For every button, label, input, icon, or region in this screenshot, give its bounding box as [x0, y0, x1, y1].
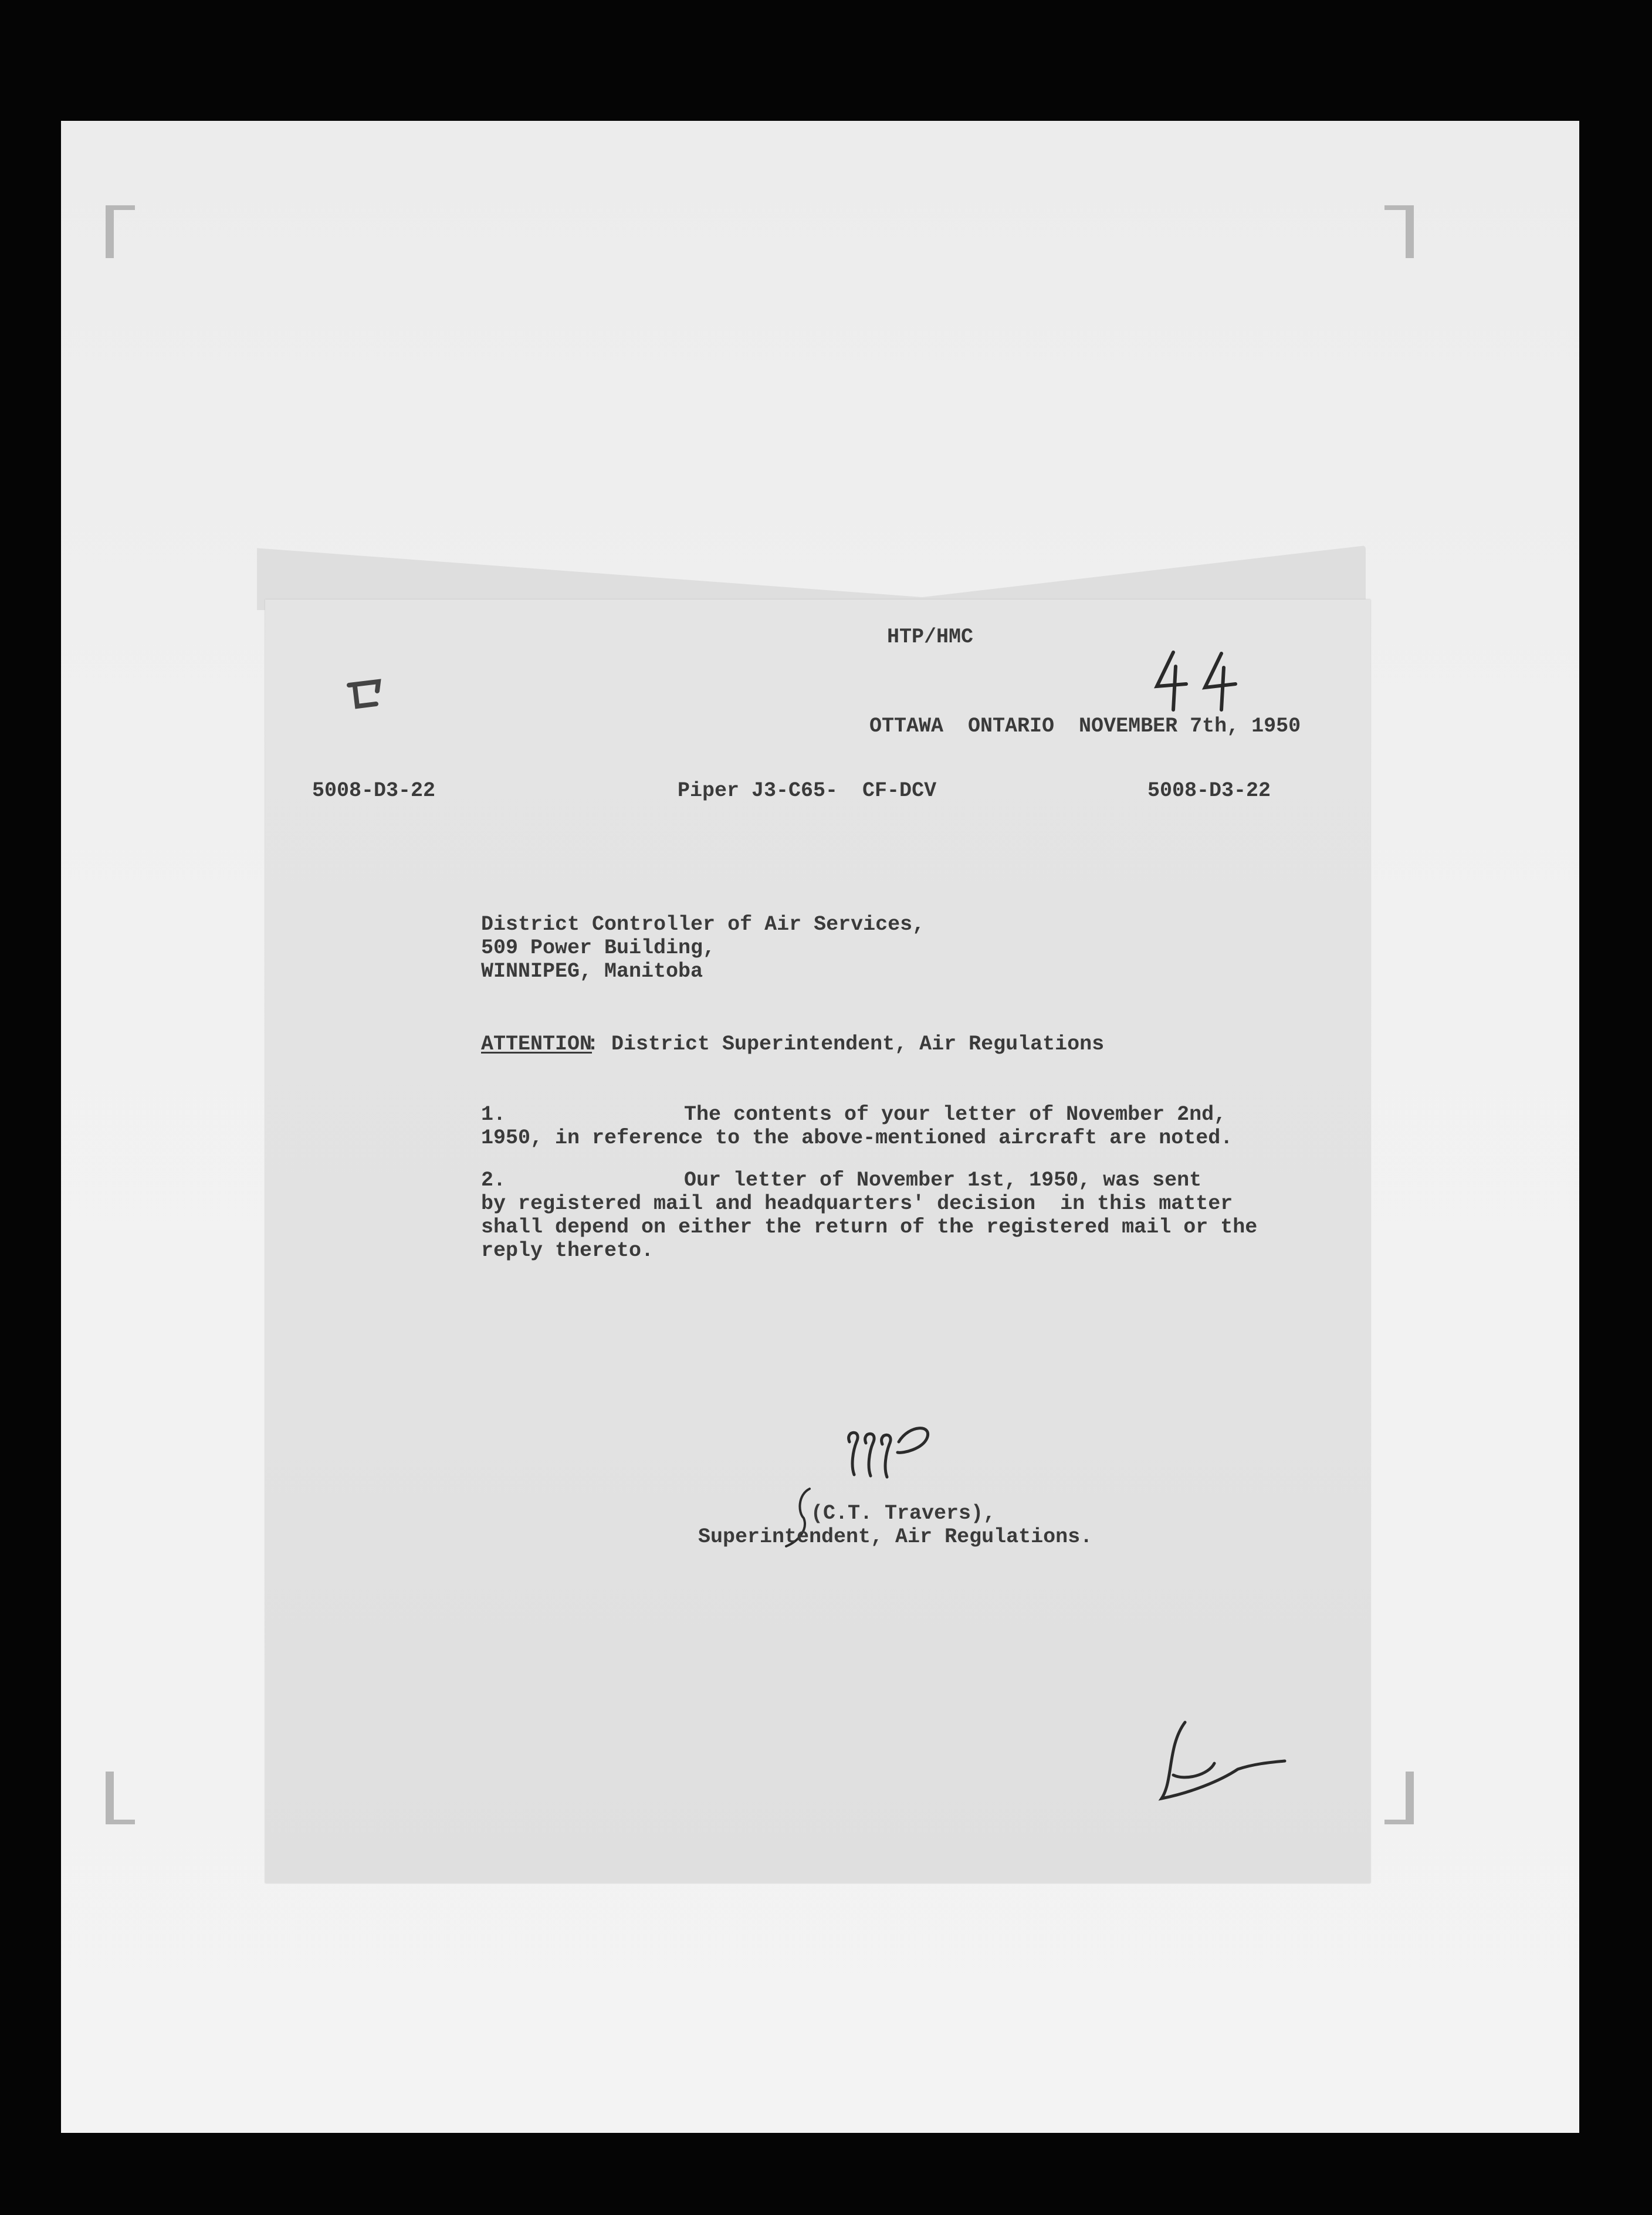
file-number-left: 5008-D3-22	[312, 779, 436, 802]
address-line: District Controller of Air Services,	[481, 913, 925, 936]
date-line: OTTAWA ONTARIO NOVEMBER 7th, 1950	[869, 714, 1301, 738]
paragraph-number: 2.	[481, 1169, 506, 1192]
crop-mark-top-left	[106, 205, 135, 258]
address-line: 509 Power Building,	[481, 936, 716, 960]
subject-line: Piper J3-C65- CF-DCV	[678, 779, 937, 802]
handwritten-check-mark-icon	[1150, 1711, 1291, 1810]
crop-mark-top-right	[1384, 205, 1414, 258]
signatory-name: (C.T. Travers),	[811, 1502, 996, 1525]
paragraph-line: reply thereto.	[481, 1239, 654, 1262]
crop-mark-bottom-right	[1384, 1772, 1414, 1824]
handwritten-initials-signature	[839, 1418, 945, 1483]
stamp-mark-icon	[343, 673, 396, 714]
signatory-title: Superintendent, Air Regulations.	[698, 1525, 1093, 1549]
reference-initials: HTP/HMC	[887, 625, 974, 649]
paragraph-line: Our letter of November 1st, 1950, was sent	[684, 1169, 1202, 1192]
file-number-right: 5008-D3-22	[1147, 779, 1271, 802]
paragraph-line: The contents of your letter of November 2nd,	[684, 1103, 1227, 1126]
paragraph-line: by registered mail and headquarters' decision in this matter	[481, 1192, 1233, 1215]
crop-mark-bottom-left	[106, 1772, 135, 1824]
attention-text: : District Superintendent, Air Regulations	[587, 1032, 1105, 1056]
handwritten-folio-number	[1150, 645, 1267, 716]
paragraph-number: 1.	[481, 1103, 506, 1126]
attention-label: ATTENTION	[481, 1032, 593, 1056]
address-line: WINNIPEG, Manitoba	[481, 960, 703, 983]
paragraph-line: shall depend on either the return of the registered mail or the	[481, 1215, 1258, 1239]
paragraph-line: 1950, in reference to the above-mentioned aircraft are noted.	[481, 1126, 1233, 1150]
